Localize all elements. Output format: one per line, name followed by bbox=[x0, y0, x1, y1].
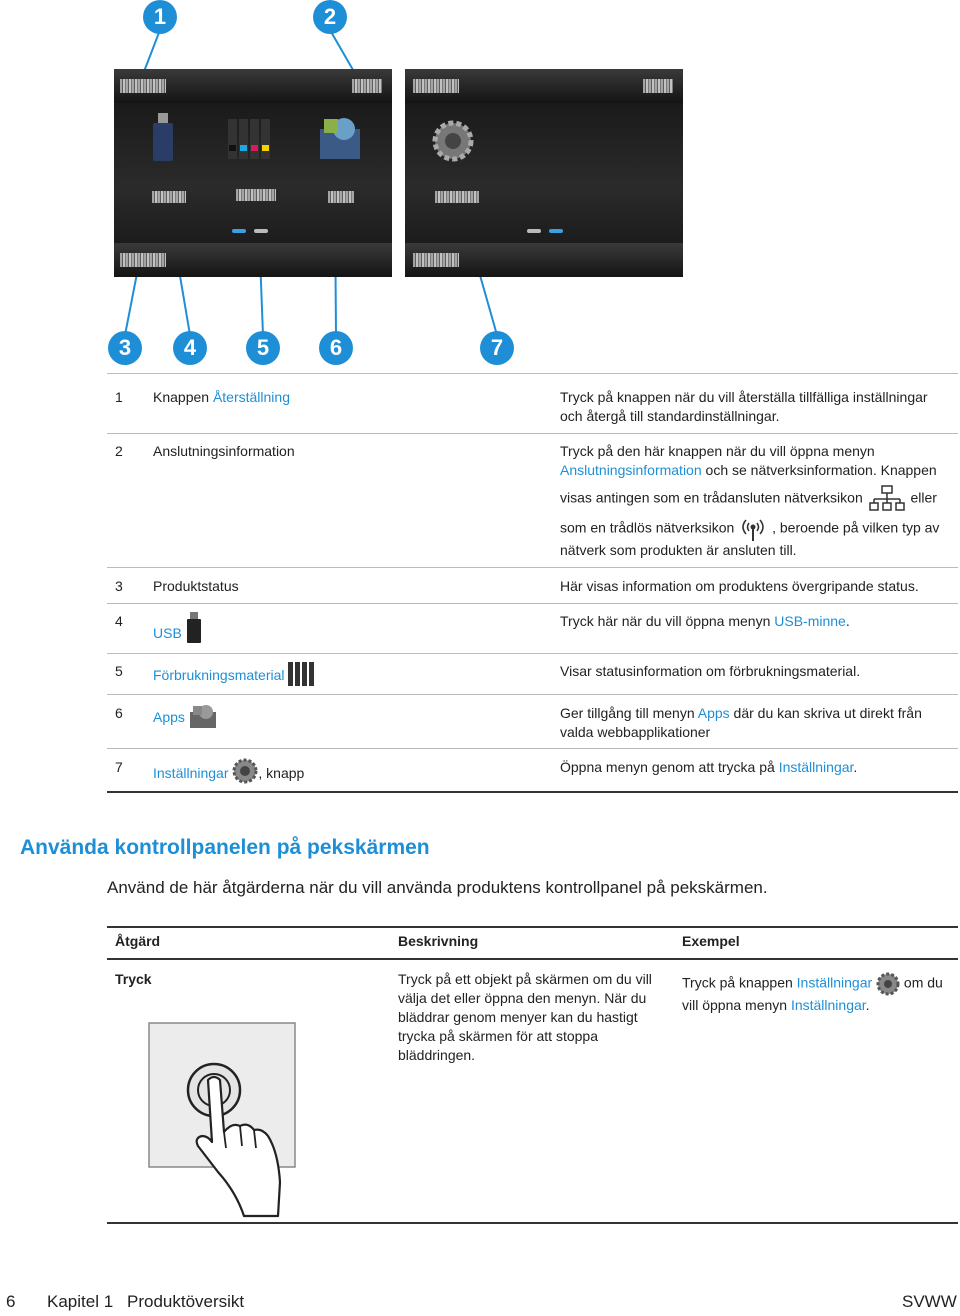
reset-button[interactable] bbox=[120, 79, 166, 93]
row-1-desc: Tryck på knappen när du vill återställa tillfälliga inställningar och återgå till standardinställningar. bbox=[560, 389, 928, 424]
product-status[interactable] bbox=[120, 253, 166, 267]
brand-label: SVWW bbox=[902, 1292, 957, 1311]
callout-5: 5 bbox=[246, 331, 280, 365]
callout-6: 6 bbox=[319, 331, 353, 365]
tap-example-line1: Tryck på knappen Inställningar om du bbox=[682, 972, 943, 996]
row-3-num: 3 bbox=[115, 578, 123, 594]
settings-gear-icon[interactable] bbox=[431, 119, 475, 163]
row-7-label: Inställningar , knapp bbox=[153, 758, 304, 784]
tap-example-line2: vill öppna menyn Inställningar. bbox=[682, 997, 870, 1013]
header-example: Exempel bbox=[682, 933, 740, 949]
row-4-num: 4 bbox=[115, 613, 123, 629]
row-5-desc: Visar statusinformation om förbrukningsmaterial. bbox=[560, 663, 861, 679]
row-2-desc-line5: nätverk som produkten är ansluten till. bbox=[560, 542, 797, 558]
row-2-desc-line2: Anslutningsinformation och se nätverksinformation. Knappen bbox=[560, 462, 937, 478]
row-3-label: Produktstatus bbox=[153, 578, 239, 594]
callout-2: 2 bbox=[313, 0, 347, 34]
header-action: Åtgärd bbox=[115, 933, 161, 949]
settings-small-icon bbox=[232, 758, 258, 784]
header-description: Beskrivning bbox=[398, 933, 479, 949]
row-2-label: Anslutningsinformation bbox=[153, 443, 295, 459]
row-7-desc: Öppna menyn genom att trycka på Inställningar. bbox=[560, 759, 858, 775]
tap-gesture-illustration bbox=[148, 1022, 296, 1218]
row-6-num: 6 bbox=[115, 705, 123, 721]
action-tap: Tryck bbox=[115, 971, 152, 987]
settings-example-icon bbox=[876, 972, 900, 996]
row-3-desc: Här visas information om produktens övergripande status. bbox=[560, 578, 919, 594]
supplies-small-icon bbox=[288, 662, 314, 686]
row-6-desc-line1: Ger tillgång till menyn Apps där du kan skriva ut direkt från bbox=[560, 705, 922, 721]
usb-icon[interactable] bbox=[150, 113, 176, 163]
apps-icon[interactable] bbox=[318, 115, 362, 161]
usb-small-icon bbox=[186, 612, 202, 644]
control-panel-screen-settings bbox=[405, 69, 683, 277]
row-4-desc: Tryck här när du vill öppna menyn USB-minne. bbox=[560, 613, 850, 629]
callout-1: 1 bbox=[143, 0, 177, 34]
row-2-num: 2 bbox=[115, 443, 123, 459]
section-title: Använda kontrollpanelen på pekskärmen bbox=[20, 836, 430, 859]
network-info-button[interactable] bbox=[352, 79, 382, 93]
intro-text: Använd de här åtgärderna när du vill använda produktens kontrollpanel på pekskärmen. bbox=[107, 878, 768, 897]
chapter-label: Kapitel 1 bbox=[47, 1292, 114, 1311]
wireless-network-icon bbox=[738, 516, 768, 542]
chapter-title: Produktöversikt bbox=[127, 1292, 245, 1311]
wired-network-icon bbox=[869, 485, 905, 513]
apps-small-icon bbox=[189, 704, 217, 728]
callout-4: 4 bbox=[173, 331, 207, 365]
page-number: 6 bbox=[6, 1292, 16, 1311]
row-2-desc-line3: visas antingen som en trådansluten nätverksikon eller bbox=[560, 485, 937, 513]
row-4-label: USB bbox=[153, 612, 202, 644]
tap-description: Tryck på ett objekt på skärmen om du vill välja det eller öppna den menyn. När du bläddrar genom menyer kan du hastigt trycka på skärmen för att stoppa bläddringen. bbox=[398, 971, 652, 1063]
row-5-num: 5 bbox=[115, 663, 123, 679]
row-1-label: Knappen Återställning bbox=[153, 389, 290, 405]
callout-3: 3 bbox=[108, 331, 142, 365]
row-6-label: Apps bbox=[153, 704, 217, 728]
row-2-desc-line1: Tryck på den här knappen när du vill öppna menyn bbox=[560, 443, 875, 459]
callout-7: 7 bbox=[480, 331, 514, 365]
supplies-icon[interactable] bbox=[226, 119, 274, 159]
control-panel-screen-home bbox=[114, 69, 392, 277]
row-1-num: 1 bbox=[115, 389, 123, 405]
row-5-label: Förbrukningsmaterial bbox=[153, 662, 314, 686]
row-6-desc-line2: valda webbapplikationer bbox=[560, 724, 711, 740]
row-7-num: 7 bbox=[115, 759, 123, 775]
row-2-desc-line4: som en trådlös nätverksikon , beroende på vilken typ av bbox=[560, 516, 939, 542]
